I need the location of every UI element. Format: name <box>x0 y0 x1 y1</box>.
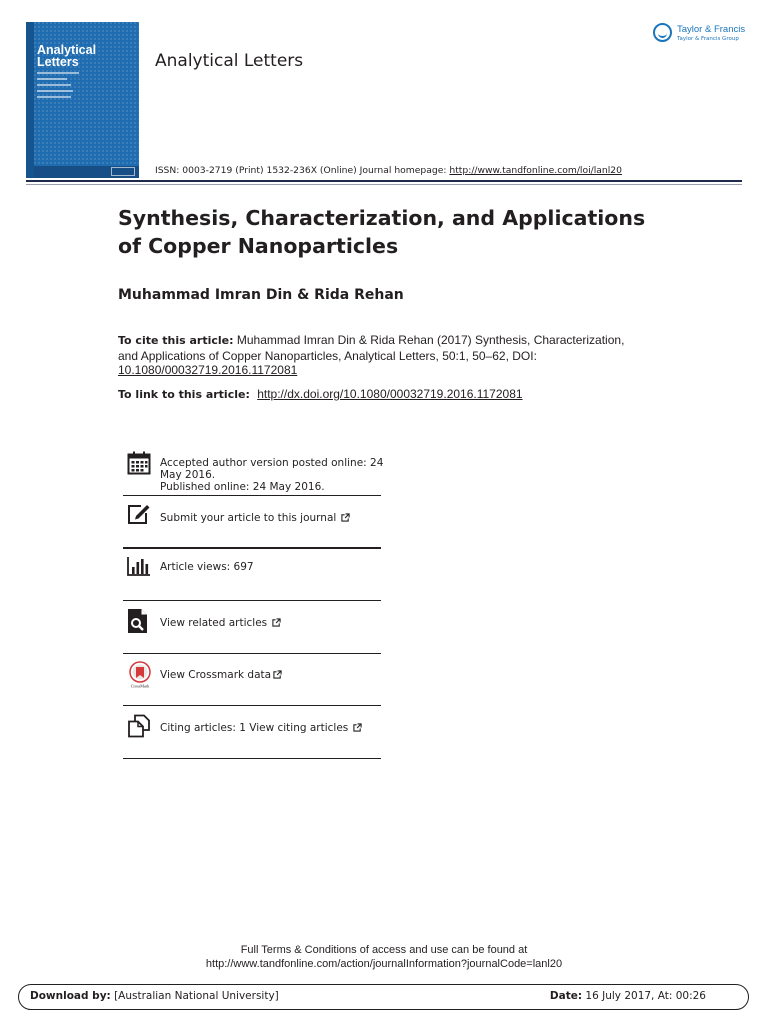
related-articles-row[interactable] <box>123 608 381 638</box>
cover-line <box>37 84 71 86</box>
download-label: Download by: <box>30 990 111 1002</box>
issn-line <box>155 165 622 176</box>
divider <box>123 547 381 549</box>
search-document-icon <box>127 608 149 634</box>
cover-line <box>37 96 71 98</box>
calendar-icon <box>127 451 151 475</box>
terms-link[interactable]: http://www.tandfonline.com/action/journalInformation?journalCode=lanl20 <box>205 958 563 970</box>
taylor-francis-icon <box>653 23 672 42</box>
journal-name: Analytical Letters <box>155 51 304 71</box>
link-label: To link to this article: <box>118 388 250 401</box>
submit-article-link[interactable]: Submit your article to this journal <box>160 512 337 524</box>
accepted-date-line1: Accepted author version posted online: 24 <box>160 457 384 469</box>
issn-text: ISSN: 0003-2719 (Print) 1532-236X (Online) Journal homepage: <box>155 165 447 176</box>
date-label: Date: <box>549 990 583 1002</box>
related-articles-link[interactable]: View related articles <box>160 617 268 629</box>
cover-line <box>37 90 73 92</box>
cover-title: Analytical Letters <box>37 43 97 69</box>
article-doi-link[interactable]: http://dx.doi.org/10.1080/00032719.2016.1172081 <box>257 387 523 401</box>
journal-cover-image <box>26 22 139 178</box>
cover-footer <box>34 166 139 178</box>
cover-spine <box>26 22 34 178</box>
divider <box>123 495 381 496</box>
citing-articles-row[interactable] <box>123 714 381 744</box>
citing-articles-icon <box>127 714 151 738</box>
article-views-row <box>123 556 381 582</box>
external-link-icon <box>273 670 282 679</box>
edit-icon <box>127 503 151 525</box>
crossmark-row[interactable] <box>123 661 381 691</box>
cite-label: To cite this article: <box>118 334 234 347</box>
cite-doi-link[interactable]: 10.1080/00032719.2016.1172081 <box>118 363 298 377</box>
citation <box>118 333 638 378</box>
accepted-date-line2: May 2016. <box>160 469 216 481</box>
terms-line1: Full Terms & Conditions of access and use can be found at <box>240 944 528 956</box>
download-by <box>30 990 279 1002</box>
published-date: Published online: 24 May 2016. <box>160 481 325 493</box>
article-title: Synthesis, Characterization, and Applications of Copper Nanoparticles <box>118 206 646 258</box>
external-link-icon <box>341 513 350 522</box>
divider <box>123 758 381 759</box>
divider <box>123 705 381 706</box>
header-rule <box>26 180 742 182</box>
cover-publisher-logo <box>111 167 135 176</box>
cover-line <box>37 78 67 80</box>
crossmark-link[interactable]: View Crossmark data <box>160 669 272 681</box>
download-info-bar <box>18 984 749 1010</box>
header-rule-thin <box>26 184 742 185</box>
journal-homepage-link[interactable]: http://www.tandfonline.com/loi/lanl20 <box>449 165 622 176</box>
crossmark-icon <box>127 661 153 689</box>
taylor-francis-logo[interactable] <box>653 21 753 47</box>
bar-chart-icon <box>127 556 151 576</box>
divider <box>123 600 381 601</box>
download-institution: [Australian National University] <box>114 990 279 1002</box>
date-value: 16 July 2017, At: 00:26 <box>585 990 706 1002</box>
dates-text <box>160 457 383 493</box>
citing-articles-link[interactable]: Citing articles: 1 View citing articles <box>160 722 349 734</box>
divider <box>123 653 381 654</box>
terms-notice <box>0 943 768 971</box>
external-link-icon <box>272 618 281 627</box>
download-date <box>550 990 706 1002</box>
publisher-subtitle: Taylor & Francis Group <box>677 36 739 42</box>
publisher-name: Taylor & Francis <box>677 24 746 35</box>
article-views: Article views: 697 <box>160 561 254 573</box>
article-authors: Muhammad Imran Din & Rida Rehan <box>118 287 404 303</box>
cover-line <box>37 72 79 74</box>
submit-article-row[interactable] <box>123 503 381 533</box>
publication-dates <box>123 451 384 495</box>
cite-text: Muhammad Imran Din & Rida Rehan (2017) Synthesis, Characterization, and Applications of Copper Nanoparticles, Analytical Letters, 50:1, 50–62, DOI: <box>118 333 625 363</box>
external-link-icon <box>353 723 362 732</box>
crossmark-logo-text: CrossMark <box>130 683 150 689</box>
article-link-line <box>118 387 523 401</box>
